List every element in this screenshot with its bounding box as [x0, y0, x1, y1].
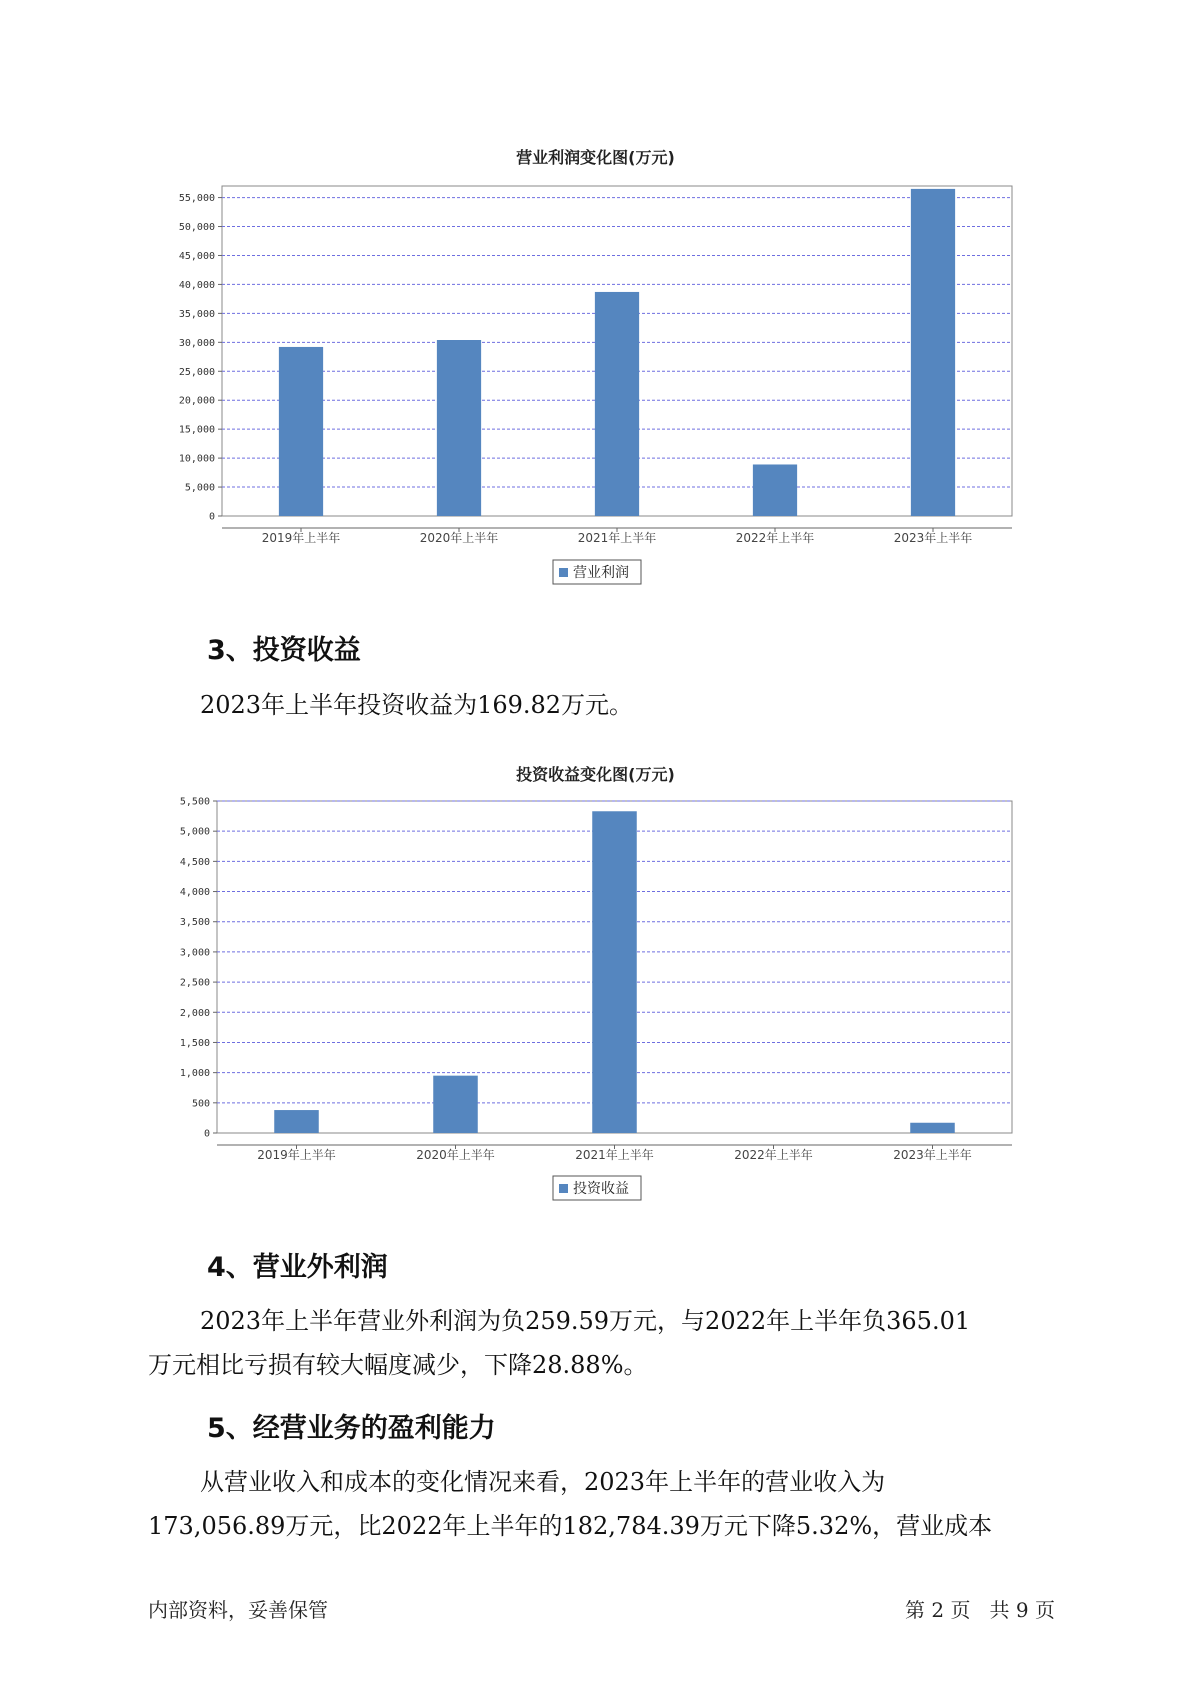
- y-tick-label: 0: [208, 511, 215, 523]
- section-heading-non-operating-profit: 4、营业外利润: [207, 1252, 388, 1283]
- x-tick-label: 2019年上半年: [261, 531, 341, 545]
- paragraph-profitability: [148, 1460, 1048, 1548]
- legend-swatch: [559, 568, 568, 577]
- x-tick-label: 2020年上半年: [416, 1148, 495, 1162]
- paragraph-investment-income: [148, 683, 1048, 727]
- paragraph-line: 2023年上半年投资收益为169.82万元。: [200, 691, 634, 719]
- x-tick-label: 2021年上半年: [577, 531, 657, 545]
- paragraph-line: 2023年上半年营业外利润为负259.59万元，与2022年上半年负365.01: [200, 1307, 971, 1335]
- bar: [911, 189, 955, 516]
- x-tick-label: 2020年上半年: [419, 531, 499, 545]
- y-tick-label: 5,000: [184, 482, 215, 494]
- paragraph-line: 从营业收入和成本的变化情况来看，2023年上半年的营业收入为: [200, 1468, 886, 1496]
- y-tick-label: 2,000: [179, 1007, 210, 1019]
- y-tick-label: 15,000: [178, 424, 215, 436]
- paragraph-line: 173,056.89万元，比2022年上半年的182,784.39万元下降5.32%，营业成本: [148, 1512, 993, 1540]
- y-tick-label: 1,000: [179, 1068, 210, 1080]
- x-tick-label: 2023年上半年: [893, 531, 973, 545]
- section-heading-profitability: 5、经营业务的盈利能力: [207, 1413, 496, 1444]
- footer-confidential-note: 内部资料，妥善保管: [148, 1598, 328, 1622]
- chart-investment-income: [0, 790, 1191, 1210]
- y-tick-label: 25,000: [178, 366, 215, 378]
- bar: [595, 292, 639, 516]
- y-tick-label: 30,000: [178, 337, 215, 349]
- y-tick-label: 20,000: [178, 395, 215, 407]
- legend-label: 营业利润: [573, 565, 629, 581]
- chart-title-investment-income: 投资收益变化图(万元): [516, 765, 675, 784]
- y-tick-label: 4,500: [179, 856, 210, 868]
- section-heading-investment-income: 3、投资收益: [207, 635, 361, 666]
- y-tick-label: 3,000: [179, 947, 210, 959]
- y-tick-label: 35,000: [178, 308, 215, 320]
- x-tick-label: 2023年上半年: [893, 1148, 972, 1162]
- bar: [437, 340, 481, 516]
- bar: [910, 1123, 955, 1133]
- y-tick-label: 55,000: [178, 193, 215, 205]
- y-tick-label: 45,000: [178, 250, 215, 262]
- legend-label: 投资收益: [573, 1181, 629, 1197]
- y-tick-label: 0: [203, 1128, 210, 1140]
- y-tick-label: 10,000: [178, 453, 215, 465]
- x-tick-label: 2019年上半年: [257, 1148, 336, 1162]
- x-tick-label: 2022年上半年: [734, 1148, 813, 1162]
- y-tick-label: 50,000: [178, 222, 215, 234]
- y-tick-label: 40,000: [178, 279, 215, 291]
- y-tick-label: 4,000: [179, 887, 210, 899]
- paragraph-line: 万元相比亏损有较大幅度减少，下降28.88%。: [148, 1351, 648, 1379]
- footer-page-number: 第 2 页 共 9 页: [905, 1598, 1055, 1622]
- bar: [433, 1076, 478, 1133]
- y-tick-label: 500: [191, 1098, 210, 1110]
- y-tick-label: 5,500: [179, 796, 210, 808]
- x-tick-label: 2021年上半年: [575, 1148, 654, 1162]
- bar: [753, 464, 797, 516]
- y-tick-label: 3,500: [179, 917, 210, 929]
- y-tick-label: 5,000: [179, 826, 210, 838]
- chart-title-operating-profit: 营业利润变化图(万元): [516, 148, 675, 167]
- y-tick-label: 2,500: [179, 977, 210, 989]
- bar: [279, 347, 323, 516]
- y-tick-label: 1,500: [179, 1037, 210, 1049]
- x-tick-label: 2022年上半年: [735, 531, 815, 545]
- bar: [274, 1110, 319, 1133]
- legend-swatch: [559, 1184, 568, 1193]
- chart-operating-profit: [0, 170, 1191, 590]
- paragraph-non-operating-profit: [148, 1299, 1048, 1387]
- bar: [592, 811, 637, 1133]
